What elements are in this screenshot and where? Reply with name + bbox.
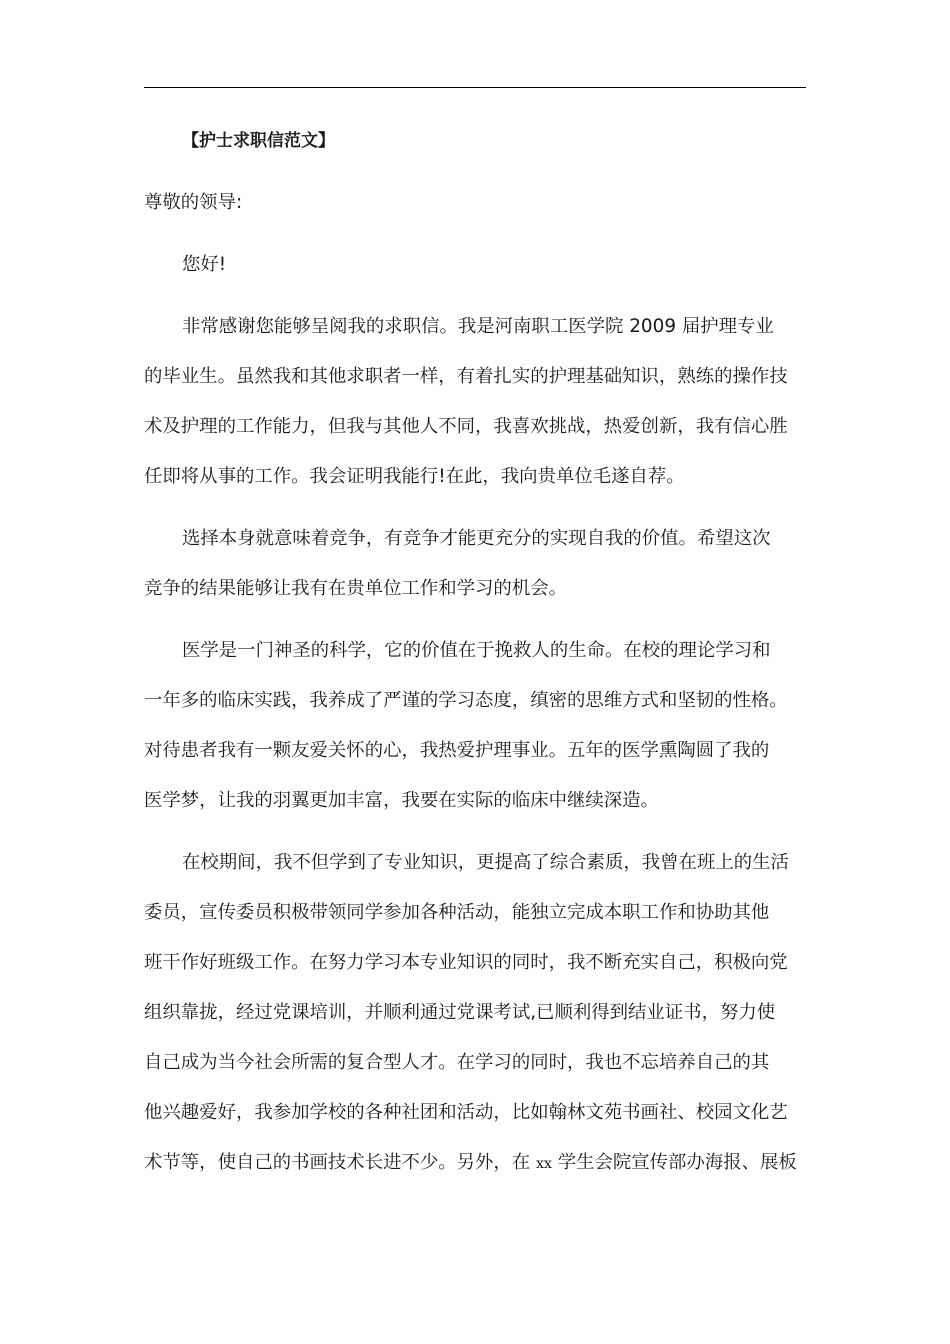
paragraph-line: 一年多的临床实践，我养成了严谨的学习态度，缜密的思维方式和坚韧的性格。 [144,690,788,711]
document-title: 【护士求职信范文】 [182,131,335,151]
paragraph-line: 医学是一门神圣的科学，它的价值在于挽救人的生命。在校的理论学习和 [182,640,771,661]
paragraph-4 [144,838,806,1188]
paragraph-line: 委员，宣传委员积极带领同学参加各种活动，能独立完成本职工作和协助其他 [144,902,770,923]
paragraph-line: 班干作好班级工作。在努力学习本专业知识的同时，我不断充实自己，积极向党 [144,952,788,973]
paragraph-line: 他兴趣爱好，我参加学校的各种社团和活动，比如翰林文苑书画社、校园文化艺 [144,1102,788,1123]
paragraph-line: 在校期间，我不但学到了专业知识，更提高了综合素质，我曾在班上的生活 [182,852,789,873]
paragraph-line: 对待患者我有一颗友爱关怀的心，我热爱护理事业。五年的医学熏陶圆了我的 [144,740,770,761]
paragraph-3 [144,626,806,826]
paragraph-text: 学生会院宣传部办海报、展板 [551,1152,797,1173]
paragraph-line: 任即将从事的工作。我会证明我能行!在此，我向贵单位毛遂自荐。 [144,466,685,487]
salutation: 尊敬的领导: [144,192,243,213]
paragraph-line: 自己成为当今社会所需的复合型人才。在学习的同时，我也不忘培养自己的其 [144,1052,770,1073]
placeholder-text: xx [536,1156,552,1172]
paragraph-line: 术及护理的工作能力，但我与其他人不同，我喜欢挑战，热爱创新，我有信心胜 [144,416,788,437]
document-body [144,116,806,1188]
paragraph-text: 术节等，使自己的书画技术长进不少。另外，在 [144,1152,537,1173]
paragraph-2 [144,514,806,614]
header-rule [144,87,806,88]
paragraph-line: 的毕业生。虽然我和其他求职者一样，有着扎实的护理基础知识，熟练的操作技 [144,366,788,387]
paragraph-line: 选择本身就意味着竞争，有竞争才能更充分的实现自我的价值。希望这次 [182,528,771,549]
paragraph-line: 组织靠拢，经过党课培训，并顺利通过党课考试,已顺利得到结业证书，努力使 [144,1002,776,1023]
paragraph-line: 非常感谢您能够呈阅我的求职信。我是河南职工医学院 2009 届护理专业 [182,316,774,337]
paragraph-line [144,1138,806,1188]
greeting: 您好! [182,254,227,275]
paragraph-line: 竞争的结果能够让我有在贵单位工作和学习的机会。 [144,578,567,599]
paragraph-1 [144,302,806,502]
paragraph-line: 医学梦，让我的羽翼更加丰富，我要在实际的临床中继续深造。 [144,790,659,811]
